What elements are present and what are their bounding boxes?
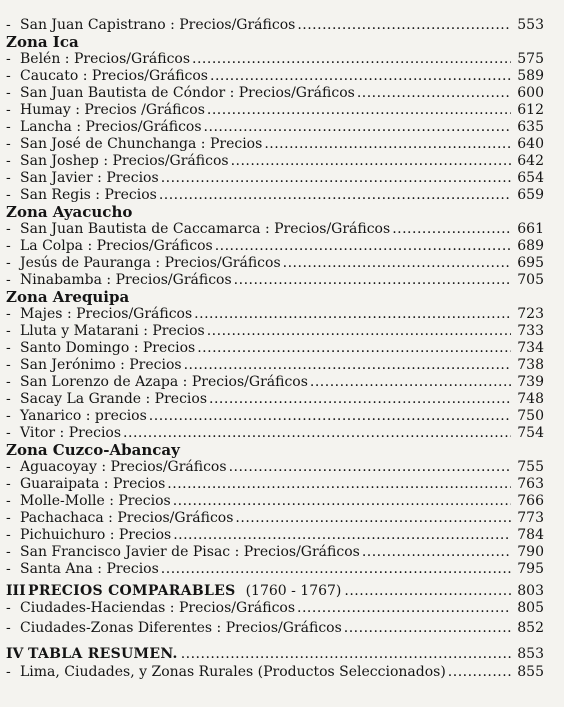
index-entry [6, 102, 544, 119]
page-number: 661 [517, 221, 544, 237]
entry-text: San Jerónimo : Precios [20, 357, 182, 373]
page-number: 734 [517, 340, 544, 356]
index-entry [6, 408, 544, 425]
page-number: 695 [517, 255, 544, 271]
page-number: 790 [517, 544, 544, 560]
page-number: 784 [517, 527, 544, 543]
entry-dash: - [6, 323, 11, 339]
entry-dash: - [6, 510, 11, 526]
index-entry [6, 221, 544, 238]
entry-text: Pichuichuro : Precios [20, 527, 172, 543]
page-number: 855 [517, 664, 544, 680]
index-entry [6, 187, 544, 204]
index-entry [6, 510, 544, 527]
entry-dash: - [6, 544, 11, 560]
page-number: 795 [517, 561, 544, 577]
index-entry [6, 136, 544, 153]
entry-text: La Colpa : Precios/Gráficos [20, 238, 213, 254]
entry-dash: - [6, 391, 11, 407]
section-title: PRECIOS COMPARABLES [28, 583, 236, 599]
index-entry [6, 68, 544, 85]
entry-text: Caucato : Precios/Gráficos [20, 68, 208, 84]
dot-leader [362, 544, 511, 561]
entry-text: San Javier : Precios [20, 170, 159, 186]
dot-leader [173, 527, 511, 544]
page-number: 705 [517, 272, 544, 288]
index-entry [6, 51, 544, 68]
dot-leader [167, 476, 511, 493]
page-number: 642 [517, 153, 544, 169]
entry-text: Ninabamba : Precios/Gráficos [20, 272, 232, 288]
entry-dash: - [6, 476, 11, 492]
entry-text: Guaraipata : Precios [20, 476, 166, 492]
entry-text: Ciudades-Haciendas : Precios/Gráficos [20, 600, 296, 616]
entry-dash: - [6, 664, 11, 680]
entry-text: Humay : Precios /Gráficos [20, 102, 205, 118]
entry-text: Belén : Precios/Gráficos [20, 51, 191, 67]
zone-heading: Zona Cuzco-Abancay [6, 441, 180, 459]
page-number: 553 [517, 17, 544, 33]
entry-dash: - [6, 306, 11, 322]
dot-leader [192, 51, 511, 68]
index-entry [6, 527, 544, 544]
entry-text: Santo Domingo : Precios [20, 340, 196, 356]
entry-dash: - [6, 357, 11, 373]
page-number: 635 [517, 119, 544, 135]
entry-text: Ciudades-Zonas Diferentes : Precios/Gráficos [20, 620, 342, 636]
dot-leader [184, 357, 512, 374]
index-entry [6, 323, 544, 340]
entry-text: Pachachaca : Precios/Gráficos [20, 510, 234, 526]
entry-dash: - [6, 221, 11, 237]
entry-dash: - [6, 136, 11, 152]
dot-leader [310, 374, 511, 391]
page-number: 853 [517, 646, 544, 662]
entry-dash: - [6, 187, 11, 203]
page-number: 589 [517, 68, 544, 84]
page-number: 575 [517, 51, 544, 67]
dot-leader [264, 136, 511, 153]
entry-dash: - [6, 51, 11, 67]
dot-leader [159, 187, 511, 204]
page-number: 739 [517, 374, 544, 390]
entry-dash: - [6, 600, 11, 616]
dot-leader [161, 561, 511, 578]
entry-text: San Juan Bautista de Cóndor : Precios/Gráficos [20, 85, 355, 101]
entry-dash: - [6, 170, 11, 186]
index-entry [6, 391, 544, 408]
section-numeral: IV [6, 646, 24, 662]
dot-leader [123, 425, 511, 442]
index-entry [6, 561, 544, 578]
index-entry [6, 255, 544, 272]
index-entry [6, 357, 544, 374]
index-entry [6, 544, 544, 561]
index-entry [6, 600, 544, 617]
page-number: 748 [517, 391, 544, 407]
dot-leader [297, 600, 511, 617]
dot-leader [344, 620, 511, 637]
entry-text: San Juan Bautista de Caccamarca : Precios/Gráficos [20, 221, 391, 237]
entry-text: Majes : Precios/Gráficos [20, 306, 193, 322]
page-number: 763 [517, 476, 544, 492]
index-entry [6, 664, 544, 681]
dot-leader [207, 323, 512, 340]
dot-leader [231, 153, 512, 170]
page-number: 755 [517, 459, 544, 475]
dot-leader [161, 170, 512, 187]
page-number: 750 [517, 408, 544, 424]
entry-dash: - [6, 255, 11, 271]
entry-dash: - [6, 17, 11, 33]
entry-dash: - [6, 68, 11, 84]
entry-text: Molle-Molle : Precios [20, 493, 171, 509]
entry-dash: - [6, 527, 11, 543]
entry-text: Aguacoyay : Precios/Gráficos [20, 459, 227, 475]
entry-text: San José de Chunchanga : Precios [20, 136, 263, 152]
dot-leader [173, 493, 512, 510]
index-entry [6, 170, 544, 187]
dot-leader [210, 68, 511, 85]
entry-text: Santa Ana : Precios [20, 561, 159, 577]
dot-leader [297, 17, 511, 34]
dot-leader [448, 664, 511, 681]
entry-text: Yanarico : precios [20, 408, 147, 424]
page-number: 659 [517, 187, 544, 203]
page-number: 654 [517, 170, 544, 186]
index-entry [6, 153, 544, 170]
page-number: 738 [517, 357, 544, 373]
index-entry [6, 459, 544, 476]
entry-dash: - [6, 561, 11, 577]
entry-text: Jesús de Pauranga : Precios/Gráficos [20, 255, 281, 271]
dot-leader [357, 85, 511, 102]
dot-leader [197, 340, 511, 357]
entry-dash: - [6, 85, 11, 101]
dot-leader [209, 391, 511, 408]
index-entry [6, 493, 544, 510]
index-entry [6, 238, 544, 255]
entry-text: Sacay La Grande : Precios [20, 391, 208, 407]
entry-dash: - [6, 493, 11, 509]
index-entry [6, 306, 544, 323]
section-row [6, 646, 544, 663]
section-years: (1760 - 1767) [245, 583, 342, 599]
dot-leader [235, 510, 511, 527]
entry-dash: - [6, 408, 11, 424]
zone-heading: Zona Arequipa [6, 288, 130, 306]
page-number: 733 [517, 323, 544, 339]
index-entry [6, 425, 544, 442]
index-entry [6, 340, 544, 357]
page-number: 754 [517, 425, 544, 441]
page-number: 766 [517, 493, 544, 509]
dot-leader [234, 272, 512, 289]
index-entry [6, 85, 544, 102]
page-number: 689 [517, 238, 544, 254]
dot-leader [194, 306, 511, 323]
entry-dash: - [6, 374, 11, 390]
entry-text: San Lorenzo de Azapa : Precios/Gráficos [20, 374, 308, 390]
index-entry [6, 374, 544, 391]
entry-text: Lancha : Precios/Gráficos [20, 119, 202, 135]
page-number: 773 [517, 510, 544, 526]
entry-text: San Regis : Precios [20, 187, 157, 203]
entry-dash: - [6, 238, 11, 254]
dot-leader [344, 583, 511, 600]
page-number: 600 [517, 85, 544, 101]
dot-leader [215, 238, 512, 255]
section-numeral: III [6, 583, 26, 599]
index-entry [6, 119, 544, 136]
dot-leader [392, 221, 511, 238]
page-number: 803 [517, 583, 544, 599]
entry-dash: - [6, 119, 11, 135]
page-number: 852 [517, 620, 544, 636]
dot-leader [204, 119, 512, 136]
dot-leader [207, 102, 511, 119]
page-number: 612 [517, 102, 544, 118]
entry-text: San Juan Capistrano : Precios/Gráficos [20, 17, 296, 33]
page-number: 640 [517, 136, 544, 152]
entry-text: San Francisco Javier de Pisac : Precios/Gráficos [20, 544, 360, 560]
entry-text: Lluta y Matarani : Precios [20, 323, 205, 339]
entry-dash: - [6, 425, 11, 441]
zone-heading: Zona Ayacucho [6, 203, 133, 221]
section-row [6, 583, 544, 600]
entry-text: Vitor : Precios [20, 425, 122, 441]
entry-dash: - [6, 620, 11, 636]
dot-leader [149, 408, 511, 425]
zone-heading: Zona Ica [6, 33, 79, 51]
index-entry [6, 476, 544, 493]
section-title: TABLA RESUMEN. [28, 646, 178, 662]
entry-text: Lima, Ciudades, y Zonas Rurales (Productos Seleccionados) [20, 664, 446, 680]
index-entry [6, 17, 544, 34]
index-entry [6, 272, 544, 289]
entry-dash: - [6, 153, 11, 169]
entry-text: San Joshep : Precios/Gráficos [20, 153, 229, 169]
entry-dash: - [6, 272, 11, 288]
page-number: 723 [517, 306, 544, 322]
page-number: 805 [517, 600, 544, 616]
index-entry [6, 620, 544, 637]
dot-leader [229, 459, 512, 476]
dot-leader [283, 255, 512, 272]
entry-dash: - [6, 459, 11, 475]
entry-dash: - [6, 340, 11, 356]
dot-leader [181, 646, 512, 663]
entry-dash: - [6, 102, 11, 118]
